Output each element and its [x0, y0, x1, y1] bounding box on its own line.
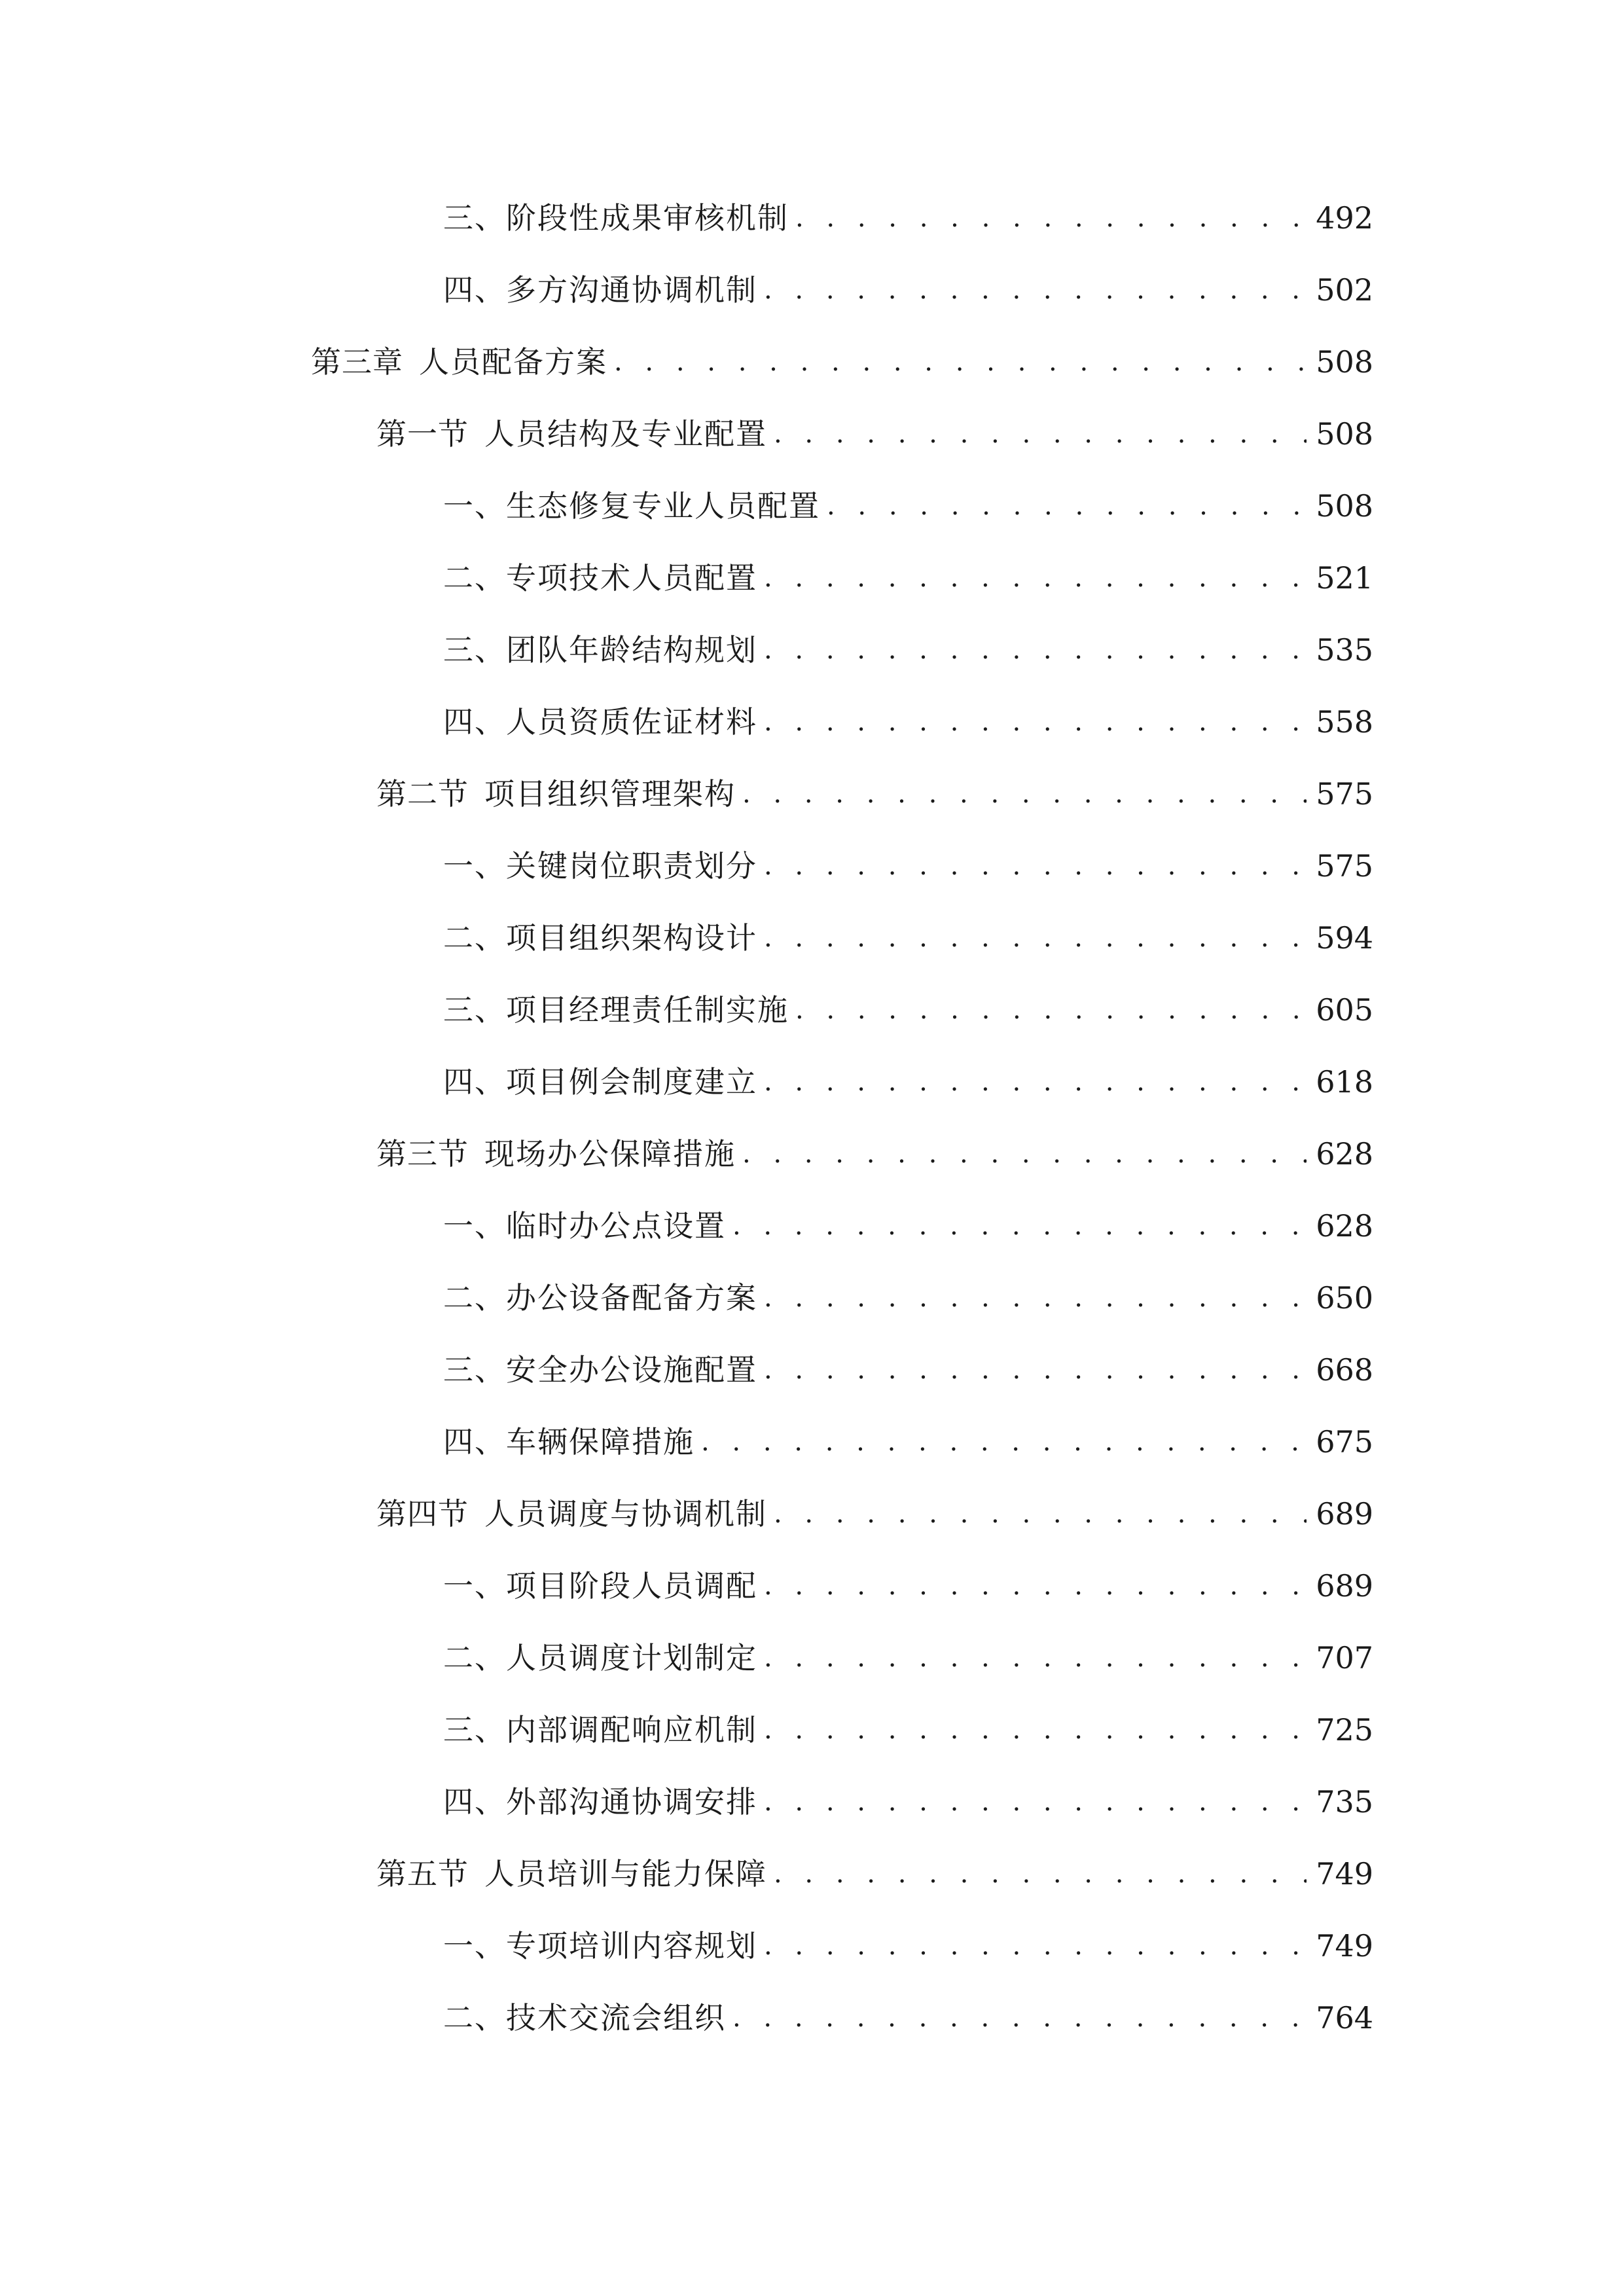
toc-entry[interactable]	[443, 1419, 1373, 1465]
toc-entry-title: 多方沟通协调机制	[506, 272, 757, 308]
toc-entry-page: 689	[1316, 1496, 1373, 1532]
toc-entry-section[interactable]	[376, 771, 1373, 817]
toc-entry-number: 二、	[443, 2000, 506, 2036]
toc-entry-page: 594	[1316, 920, 1373, 956]
toc-entry-chapter[interactable]	[311, 339, 1373, 385]
toc-dot-leader	[764, 1563, 1307, 1609]
toc-dot-leader	[795, 987, 1307, 1033]
toc-entry-number: 二、	[443, 920, 506, 956]
toc-dot-leader	[614, 339, 1307, 385]
toc-entry-section[interactable]	[376, 1131, 1373, 1177]
toc-dot-leader	[764, 1347, 1307, 1393]
toc-entry-title: 安全办公设施配置	[506, 1352, 757, 1388]
toc-entry-title: 人员调度计划制定	[506, 1640, 757, 1676]
toc-dot-leader	[764, 1923, 1307, 1969]
toc-entry[interactable]	[443, 627, 1373, 673]
toc-entry-title: 技术交流会组织	[506, 2000, 726, 2036]
toc-entry-number: 第四节	[376, 1496, 469, 1532]
toc-entry-number: 一、	[443, 488, 506, 524]
toc-entry[interactable]	[443, 195, 1373, 241]
toc-entry-number: 三、	[443, 1712, 506, 1748]
toc-dot-leader	[732, 1203, 1307, 1249]
toc-entry-page: 492	[1316, 200, 1373, 236]
toc-dot-leader	[764, 1275, 1307, 1321]
toc-entry-page: 628	[1316, 1208, 1373, 1244]
toc-entry-title: 项目阶段人员调配	[506, 1568, 757, 1604]
toc-entry-number: 三、	[443, 992, 506, 1028]
toc-entry-number: 一、	[443, 848, 506, 884]
toc-entry-title: 项目经理责任制实施	[506, 992, 789, 1028]
toc-dot-leader	[827, 483, 1307, 529]
toc-entry-page: 668	[1316, 1352, 1373, 1388]
toc-entry-number: 四、	[443, 704, 506, 740]
toc-dot-leader	[774, 1851, 1307, 1897]
toc-entry-title: 车辆保障措施	[506, 1424, 695, 1460]
toc-dot-leader	[701, 1419, 1307, 1465]
toc-dot-leader	[732, 1995, 1307, 2041]
toc-entry-title: 人员配备方案	[419, 344, 607, 380]
toc-entry[interactable]	[443, 1779, 1373, 1825]
toc-entry-page: 749	[1316, 1928, 1373, 1964]
toc-entry-title: 人员调度与协调机制	[484, 1496, 767, 1532]
toc-entry-number: 四、	[443, 272, 506, 308]
toc-entry-page: 725	[1316, 1712, 1373, 1748]
toc-entry-page: 508	[1316, 416, 1373, 452]
toc-entry-page: 558	[1316, 704, 1373, 740]
toc-entry-title: 团队年龄结构规划	[506, 632, 757, 668]
toc-entry[interactable]	[443, 483, 1373, 529]
toc-entry-page: 508	[1316, 488, 1373, 524]
toc-entry-number: 第三节	[376, 1136, 469, 1172]
toc-entry-page: 508	[1316, 344, 1373, 380]
toc-dot-leader	[774, 411, 1307, 457]
toc-entry-page: 628	[1316, 1136, 1373, 1172]
toc-entry[interactable]	[443, 1203, 1373, 1249]
toc-entry-title: 生态修复专业人员配置	[506, 488, 820, 524]
toc-entry-number: 四、	[443, 1424, 506, 1460]
toc-entry-title: 临时办公点设置	[506, 1208, 726, 1244]
toc-entry-page: 689	[1316, 1568, 1373, 1604]
toc-entry[interactable]	[443, 1995, 1373, 2041]
toc-dot-leader	[764, 843, 1307, 889]
toc-entry-page: 675	[1316, 1424, 1373, 1460]
toc-entry-number: 第五节	[376, 1856, 469, 1892]
toc-entry[interactable]	[443, 1563, 1373, 1609]
toc-dot-leader	[764, 1707, 1307, 1753]
toc-entry[interactable]	[443, 1707, 1373, 1753]
toc-entry-title: 项目组织架构设计	[506, 920, 757, 956]
toc-entry-number: 一、	[443, 1928, 506, 1964]
toc-dot-leader	[795, 195, 1307, 241]
toc-entry-number: 二、	[443, 1640, 506, 1676]
toc-entry-title: 人员资质佐证材料	[506, 704, 757, 740]
toc-entry-title: 现场办公保障措施	[484, 1136, 736, 1172]
toc-entry-title: 专项培训内容规划	[506, 1928, 757, 1964]
toc-entry-number: 第二节	[376, 776, 469, 812]
toc-dot-leader	[742, 771, 1307, 817]
toc-entry-page: 502	[1316, 272, 1373, 308]
toc-entry-section[interactable]	[376, 411, 1373, 457]
toc-dot-leader	[764, 1635, 1307, 1681]
toc-entry-page: 605	[1316, 992, 1373, 1028]
toc-entry-title: 外部沟通协调安排	[506, 1784, 757, 1820]
toc-entry[interactable]	[443, 1275, 1373, 1321]
toc-entry[interactable]	[443, 843, 1373, 889]
toc-entry[interactable]	[443, 1347, 1373, 1393]
toc-entry-page: 575	[1316, 848, 1373, 884]
toc-entry[interactable]	[443, 987, 1373, 1033]
toc-entry-page: 575	[1316, 776, 1373, 812]
toc-entry-number: 一、	[443, 1568, 506, 1604]
toc-dot-leader	[764, 915, 1307, 961]
toc-entry-number: 二、	[443, 1280, 506, 1316]
toc-entry-number: 四、	[443, 1064, 506, 1100]
toc-entry-number: 三、	[443, 632, 506, 668]
toc-dot-leader	[764, 1059, 1307, 1105]
toc-entry-section[interactable]	[376, 1491, 1373, 1537]
toc-entry-title: 办公设备配备方案	[506, 1280, 757, 1316]
toc-entry-number: 二、	[443, 560, 506, 596]
toc-dot-leader	[764, 267, 1307, 313]
toc-dot-leader	[742, 1131, 1307, 1177]
toc-entry[interactable]	[443, 1635, 1373, 1681]
toc-entry-number: 三、	[443, 1352, 506, 1388]
toc-entry-title: 专项技术人员配置	[506, 560, 757, 596]
toc-entry-number: 第三章	[311, 344, 403, 380]
toc-entry-page: 618	[1316, 1064, 1373, 1100]
toc-entry[interactable]	[443, 267, 1373, 313]
toc-entry-number: 一、	[443, 1208, 506, 1244]
toc-entry-page: 749	[1316, 1856, 1373, 1892]
toc-entry[interactable]	[443, 699, 1373, 745]
toc-entry[interactable]	[443, 1923, 1373, 1969]
toc-entry-section[interactable]	[376, 1851, 1373, 1897]
toc-entry-page: 764	[1316, 2000, 1373, 2036]
toc-dot-leader	[774, 1491, 1307, 1537]
toc-entry-title: 项目例会制度建立	[506, 1064, 757, 1100]
toc-entry-page: 521	[1316, 560, 1373, 596]
toc-entry-page: 735	[1316, 1784, 1373, 1820]
toc-entry-number: 三、	[443, 200, 506, 236]
toc-entry-title: 人员培训与能力保障	[484, 1856, 767, 1892]
toc-entry-number: 第一节	[376, 416, 469, 452]
toc-entry-title: 人员结构及专业配置	[484, 416, 767, 452]
toc-entry-number: 四、	[443, 1784, 506, 1820]
toc-entry-title: 项目组织管理架构	[484, 776, 736, 812]
toc-entry-page: 650	[1316, 1280, 1373, 1316]
toc-entry-title: 内部调配响应机制	[506, 1712, 757, 1748]
toc-dot-leader	[764, 699, 1307, 745]
toc-entry[interactable]	[443, 555, 1373, 601]
toc-entry-page: 707	[1316, 1640, 1373, 1676]
toc-dot-leader	[764, 627, 1307, 673]
toc-dot-leader	[764, 555, 1307, 601]
toc-entry-title: 关键岗位职责划分	[506, 848, 757, 884]
toc-entry[interactable]	[443, 1059, 1373, 1105]
toc-entry-title: 阶段性成果审核机制	[506, 200, 789, 236]
toc-entry-page: 535	[1316, 632, 1373, 668]
toc-dot-leader	[764, 1779, 1307, 1825]
toc-entry[interactable]	[443, 915, 1373, 961]
